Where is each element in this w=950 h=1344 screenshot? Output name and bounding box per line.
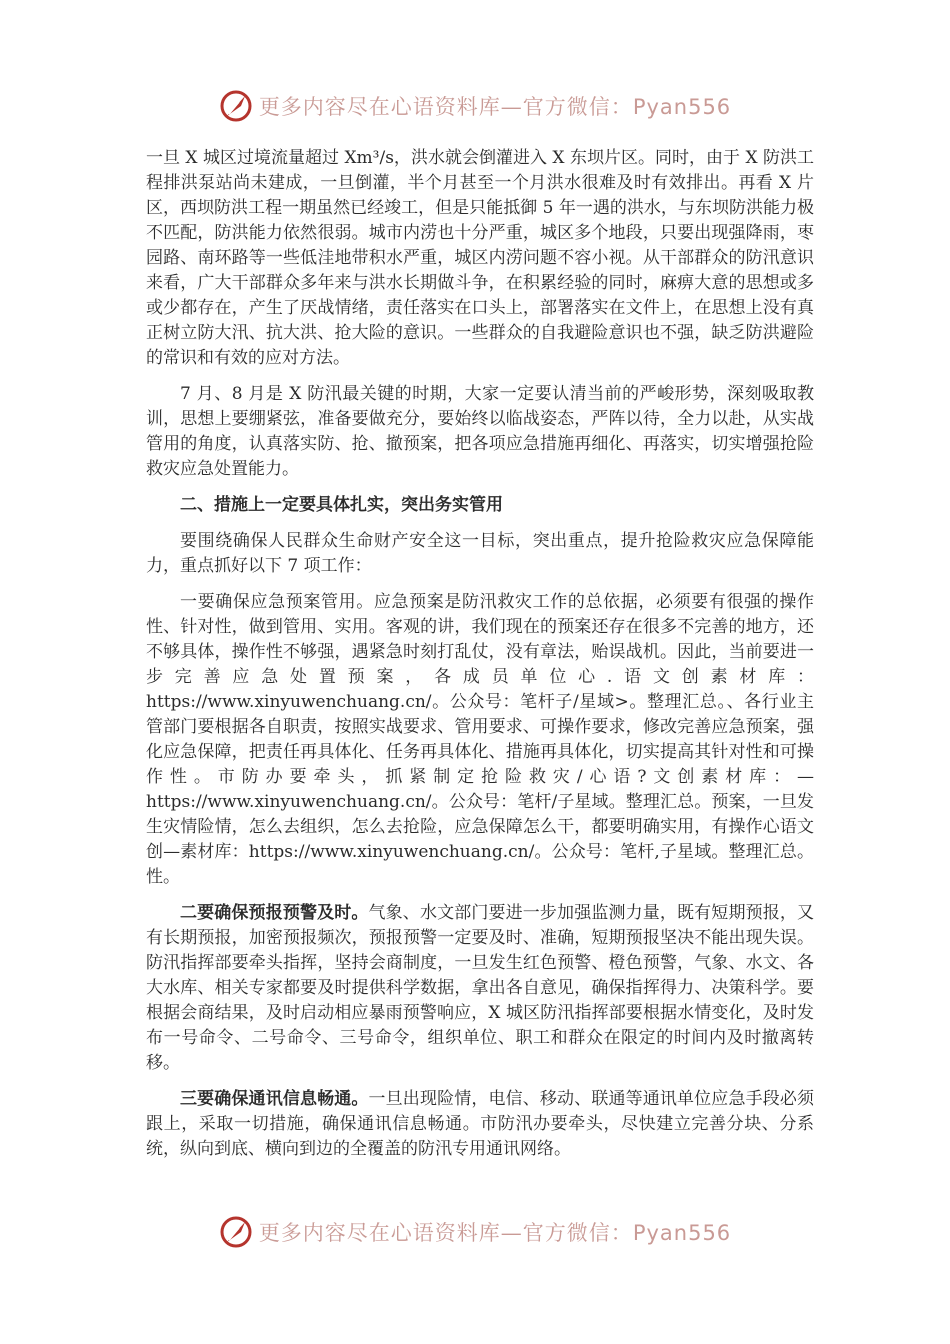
paragraph-3: 要围绕确保人民群众生命财产安全这一目标，突出重点，提升抢险救灾应急保障能力，重点抓好以下 7 项工作：	[146, 531, 814, 576]
footer-banner	[0, 1212, 950, 1252]
banner-text: 更多内容尽在心语资料库—官方微信：Pyan556	[258, 95, 732, 119]
quill-logo-icon	[219, 1215, 253, 1249]
paragraph-6	[146, 1087, 814, 1162]
paragraph-5	[146, 901, 814, 1076]
header-banner	[0, 86, 950, 126]
paragraph-6-lead: 三要确保通讯信息畅通。	[180, 1089, 369, 1109]
paragraph-5-body: 气象、水文部门要进一步加强监测力量，既有短期预报，又有长期预报，加密预报频次，预报预警一定要及时、准确，短期预报坚决不能出现失误。防汛指挥部要牵头指挥，坚持会商制度，一旦发生红色预警、橙色预警，气象、水文、各大水库、相关专家都要及时提供科学数据，拿出各自意见，确保指挥得力、决策科学。要根据会商结果，及时启动相应暴雨预警响应，X 城区防汛指挥部要根据水情变化，及时发布一号命令、二号命令、三号命令，组织单位、职工和群众在限定的时间内及时撤离转移。	[146, 903, 815, 1073]
document-body	[146, 146, 814, 1173]
paragraph-4: 一要确保应急预案管用。应急预案是防汛救灾工作的总依据，必须要有很强的操作性、针对性，做到管用、实用。客观的讲，我们现在的预案还存在很多不完善的地方，还不够具体，操作性不够强，遇紧急时刻打乱仗，没有章法，贻误战机。因此，当前要进一步完善应急处置预案，各成员单位心.语文创素材库：https://www.xinyuwenchuang.cn/。公众号：笔杆子/星域>。整理汇总。、各行业主管部门要根据各自职责，按照实战要求、管用要求、可操作要求，修改完善应急预案，强化应急保障，把责任再具体化、任务再具体化、措施再具体化，切实提高其针对性和可操作性。市防办要牵头，抓紧制定抢险救灾/心语?文创素材库：—https://www.xinyuwenchuang.cn/。公众号：笔杆/子星域。整理汇总。预案，一旦发生灾情险情，怎么去组织，怎么去抢险，应急保障怎么干，都要明确实用，有操作心语文创—素材库：https://www.xinyuwenchuang.cn/。公众号：笔杆,子星域。整理汇总。性。	[146, 592, 814, 887]
paragraph-5-lead: 二要确保预报预警及时。	[180, 903, 369, 923]
paragraph-2: 7 月、8 月是 X 防汛最关键的时期，大家一定要认清当前的严峻形势，深刻吸取教训，思想上要绷紧弦，准备要做充分，要始终以临战姿态，严阵以待，全力以赴，从实战管用的角度，认真落实防、抢、撤预案，把各项应急措施再细化、再落实，切实增强抢险救灾应急处置能力。	[146, 384, 814, 479]
banner-text: 更多内容尽在心语资料库—官方微信：Pyan556	[258, 1221, 732, 1245]
paragraph-6-body: 一旦出现险情，电信、移动、联通等通讯单位应急手段必须跟上，采取一切措施，确保通讯信息畅通。市防汛办要牵头，尽快建立完善分块、分系统，纵向到底、横向到边的全覆盖的防汛专用通讯网络。	[146, 1089, 815, 1159]
quill-logo-icon	[219, 89, 253, 123]
section-heading: 二、措施上一定要具体扎实，突出务实管用	[180, 495, 503, 515]
paragraph-1: 一旦 X 城区过境流量超过 Xm³/s，洪水就会倒灌进入 X 东坝片区。同时，由于 X 防洪工程排洪泵站尚未建成，一旦倒灌，半个月甚至一个月洪水很难及时有效排出。再看 X 片区，西坝防洪工程一期虽然已经竣工，但是只能抵御 5 年一遇的洪水，与东坝防洪能力极不匹配，防洪能力依然很弱。城市内涝也十分严重，城区多个地段，只要出现强降雨，枣园路、南环路等一些低洼地带积水严重，城区内涝问题不容小视。从干部群众的防汛意识来看，广大干部群众多年来与洪水长期做斗争，在积累经验的同时，麻痹大意的思想或多或少都存在，产生了厌战情绪，责任落实在口头上，部署落实在文件上，在思想上没有真正树立防大汛、抗大洪、抢大险的意识。一些群众的自我避险意识也不强，缺乏防洪避险的常识和有效的应对方法。	[146, 148, 814, 368]
